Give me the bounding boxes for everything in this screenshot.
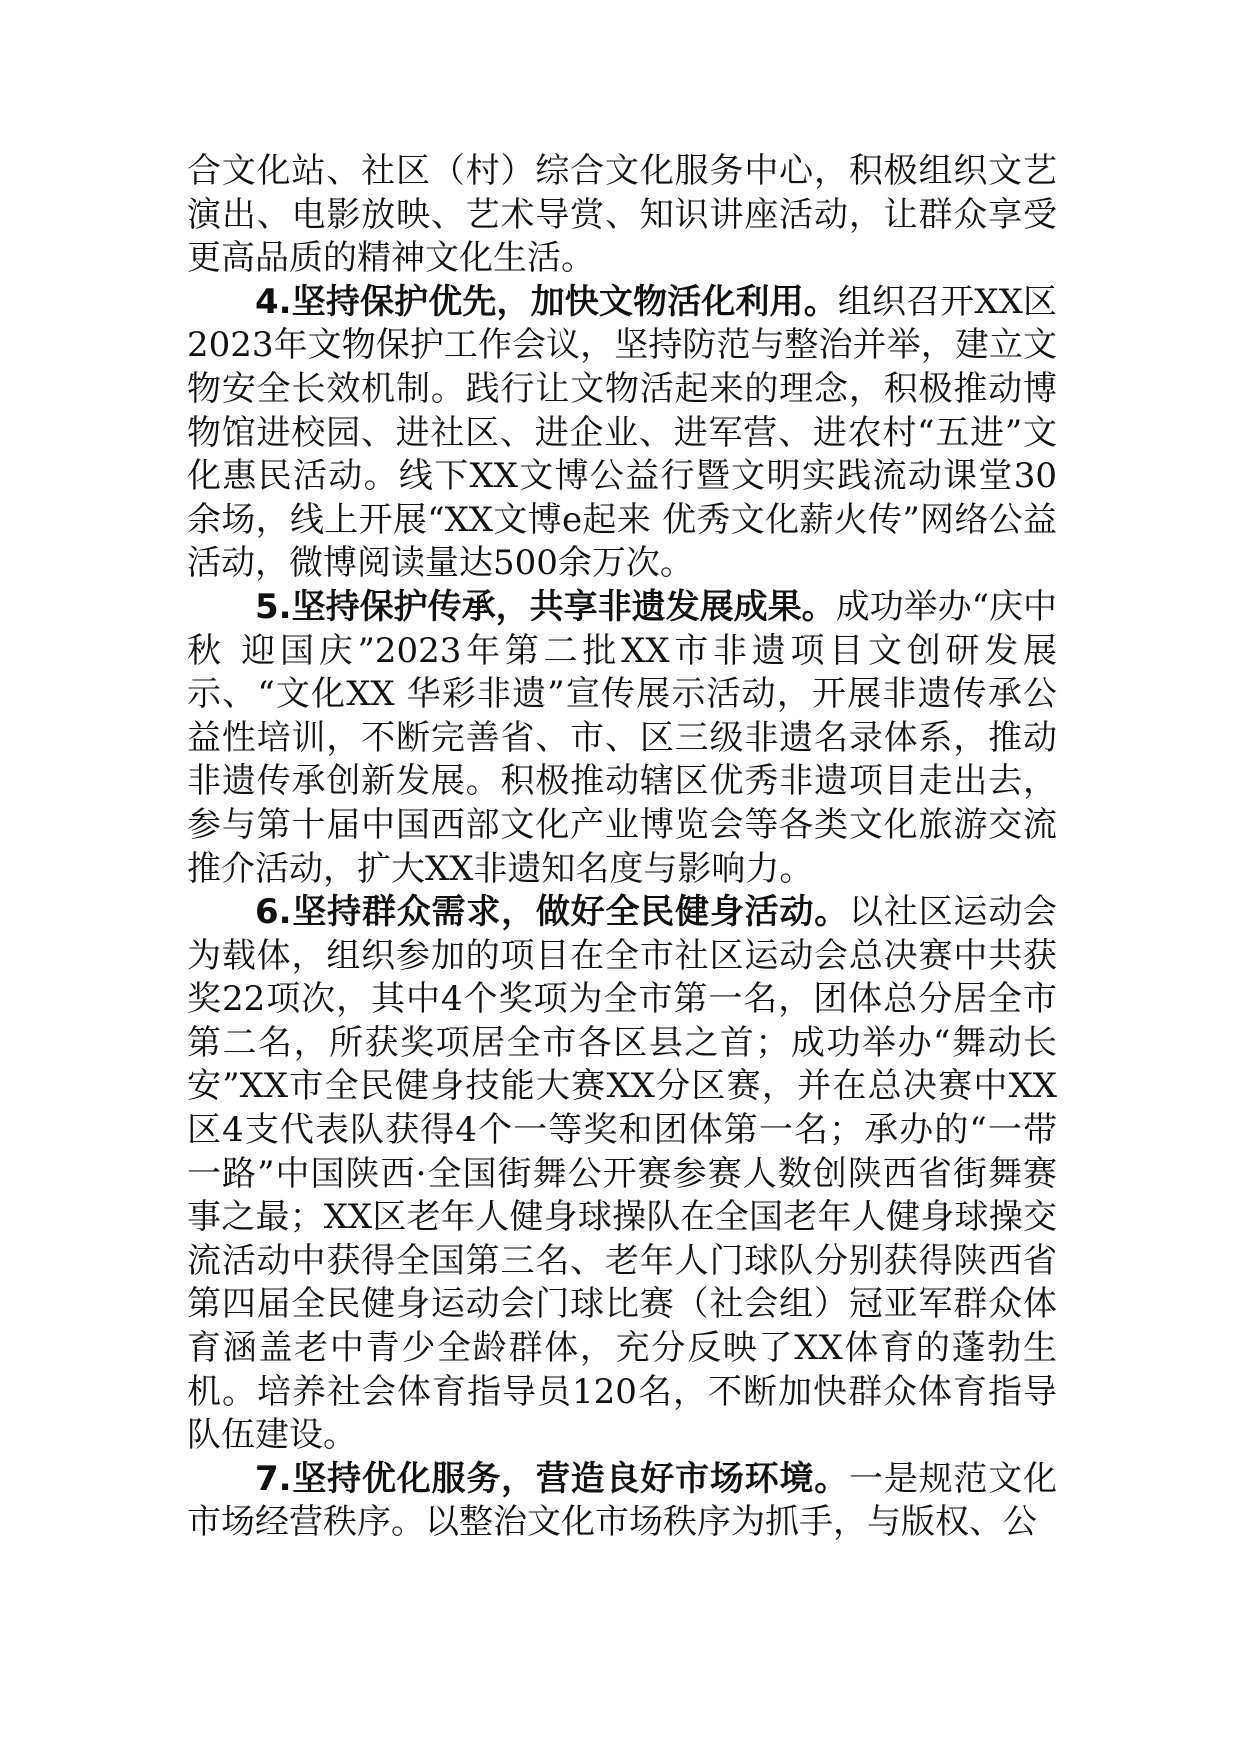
paragraph-body: 以社区运动会为载体，组织参加的项目在全市社区运动会总决赛中共获奖22项次，其中4个奖项为全市第一名，团体总分居全市第二名，所获奖项居全市各区县之首；成功举办“舞动长安”XX市全民健身技能大赛XX分区赛，并在总决赛中XX区4支代表队获得4个一等奖和团体第一名；承办的“一带一路”中国陕西·全国街舞公开赛参赛人数创陕西省街舞赛事之最；XX区老年人健身球操队在全国老年人健身球操交流活动中获得全国第三名、老年人门球队分别获得陕西省第四届全民健身运动会门球比赛（社会组）冠亚军群众体育涵盖老中青少全龄群体，充分反映了XX体育的蓬勃生机。培养社会体育指导员120名，不断加快群众体育指导队伍建设。 (187, 892, 1058, 1456)
paragraph-heading: 6.坚持群众需求，做好全民健身活动。 (255, 892, 850, 933)
paragraph-heading: 7.坚持优化服务，营造良好市场环境。 (255, 1458, 850, 1499)
paragraph-heading: 5.坚持保护传承，共享非遗发展成果。 (255, 586, 836, 627)
paragraph-body: 合文化站、社区（村）综合文化服务中心，积极组织文艺演出、电影放映、艺术导赏、知识讲座活动，让群众享受更高品质的精神文化生活。 (187, 151, 1057, 279)
paragraph-item-6 (187, 891, 1057, 1458)
paragraph-item-7 (187, 1458, 1057, 1545)
paragraph-body: 成功举办“庆中秋 迎国庆”2023年第二批XX市非遗项目文创研发展示、“文化XX 华彩非遗”宣传展示活动，开展非遗传承公益性培训，不断完善省、市、区三级非遗名录体系，推动非遗传承创新发展。积极推动辖区优秀非遗项目走出去，参与第十届中国西部文化产业博览会等各类文化旅游交流推介活动，扩大XX非遗知名度与影响力。 (187, 586, 1057, 889)
paragraph-continuation (187, 150, 1057, 281)
document-page (187, 150, 1057, 1545)
paragraph-item-5 (187, 586, 1057, 891)
paragraph-item-4 (187, 281, 1057, 586)
paragraph-body: 组织召开XX区2023年文物保护工作会议，坚持防范与整治并举，建立文物安全长效机制。践行让文物活起来的理念，积极推动博物馆进校园、进社区、进企业、进军营、进农村“五进”文化惠民活动。线下XX文博公益行暨文明实践流动课堂30余场，线上开展“XX文博e起来 优秀文化薪火传”网络公益活动，微博阅读量达500余万次。 (187, 281, 1057, 584)
paragraph-heading: 4.坚持保护优先，加快文物活化利用。 (255, 281, 838, 322)
paragraph-body: 一是规范文化市场经营秩序。以整治文化市场秩序为抓手，与版权、公 (187, 1458, 1058, 1543)
